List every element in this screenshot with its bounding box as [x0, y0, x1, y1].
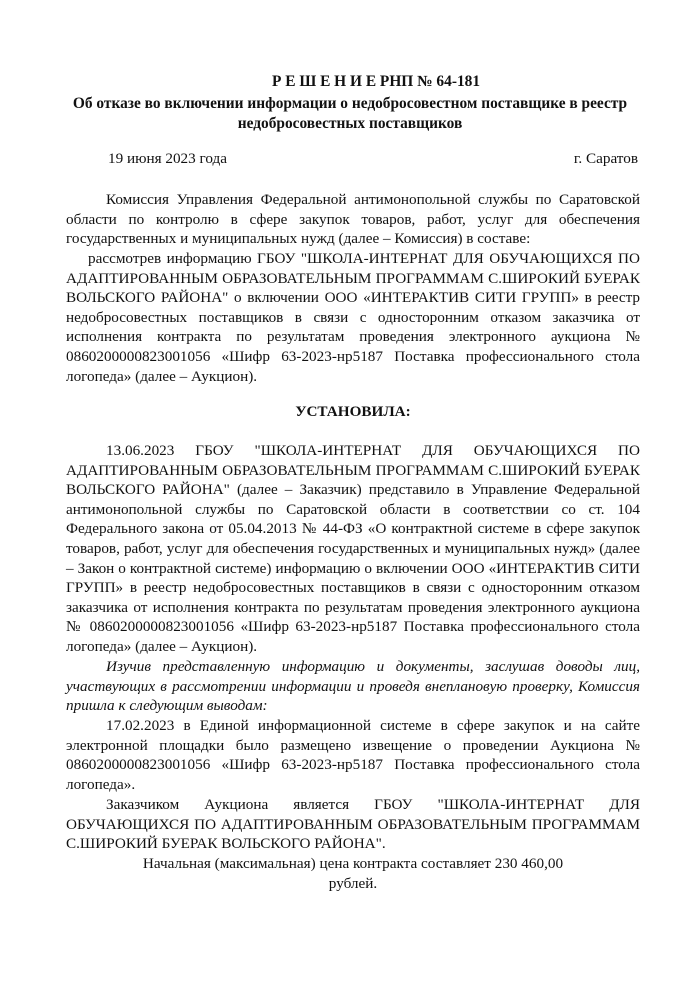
document-date: 19 июня 2023 года [108, 150, 228, 167]
intro-paragraph-commission: Комиссия Управления Федеральной антимонопольной службы по Саратовской области по контролю в сфере закупок товаров, работ, услуг для обеспечения государственных и муниципальных нужд (далее – Комиссия) в составе: [66, 191, 640, 248]
document-city: г. Саратов [573, 150, 638, 167]
document-title: Р Е Ш Е Н И Е РНП № 64-181 [271, 73, 481, 90]
section-heading-established: УСТАНОВИЛА: [295, 403, 411, 420]
paragraph-customer-identity: Заказчиком Аукциона является ГБОУ "ШКОЛА-ИНТЕРНАТ ДЛЯ ОБУЧАЮЩИХСЯ ПО АДАПТИРОВАННЫМ ОБРАЗОВАТЕЛЬНЫМ ПРОГРАММАМ С.ШИРОКИЙ БУЕРАК ВОЛЬСКОГО РАЙОНА". [66, 796, 640, 853]
paragraph-notice-published: 17.02.2023 в Единой информационной системе в сфере закупок и на сайте электронной площадки было размещено извещение о проведении Аукциона № 0860200000823001056 «Шифр 63-2023-нр5187 Поставка профессионального стола логопеда». [66, 717, 640, 793]
paragraph-initial-price-currency: рублей. [328, 875, 378, 892]
intro-paragraph-considered: рассмотрев информацию ГБОУ "ШКОЛА-ИНТЕРНАТ ДЛЯ ОБУЧАЮЩИХСЯ ПО АДАПТИРОВАННЫМ ОБРАЗОВАТЕЛЬНЫМ ПРОГРАММАМ С.ШИРОКИЙ БУЕРАК ВОЛЬСКОГО РАЙОНА" о включении ООО «ИНТЕРАКТИВ СИТИ ГРУПП» в реестр недобросовестных поставщиков в связи с односторонним отказом заказчика от исполнения контракта по результатам проведения электронного аукциона № 0860200000823001056 «Шифр 63-2023-нр5187 Поставка профессионального стола логопеда» (далее – Аукцион). [66, 250, 640, 385]
paragraph-initial-price: Начальная (максимальная) цена контракта составляет 230 460,00 [142, 855, 564, 872]
document-subtitle: Об отказе во включении информации о недобросовестном поставщике в реестр недобросовестных поставщиков [72, 95, 628, 132]
paragraph-commission-conclusions: Изучив представленную информацию и документы, заслушав доводы лиц, участвующих в рассмотрении информации и проведя внеплановую проверку, Комиссия пришла к следующим выводам: [66, 658, 640, 715]
paragraph-customer-submission: 13.06.2023 ГБОУ "ШКОЛА-ИНТЕРНАТ ДЛЯ ОБУЧАЮЩИХСЯ ПО АДАПТИРОВАННЫМ ОБРАЗОВАТЕЛЬНЫМ ПРОГРАММАМ С.ШИРОКИЙ БУЕРАК ВОЛЬСКОГО РАЙОНА" (далее – Заказчик) представило в Управление Федеральной антимонопольной службы по Саратовской области в соответствии со ст. 104 Федерального закона от 05.04.2013 № 44-ФЗ «О контрактной системе в сфере закупок товаров, работ, услуг для обеспечения государственных и муниципальных нужд» (далее – Закон о контрактной системе) информацию о включении ООО «ИНТЕРАКТИВ СИТИ ГРУПП» в реестр недобросовестных поставщиков в связи с односторонним отказом заказчика от исполнения контракта по результатам проведения электронного аукциона № 0860200000823001056 «Шифр 63-2023-нр5187 Поставка профессионального стола логопеда» (далее – Аукцион). [66, 442, 640, 655]
